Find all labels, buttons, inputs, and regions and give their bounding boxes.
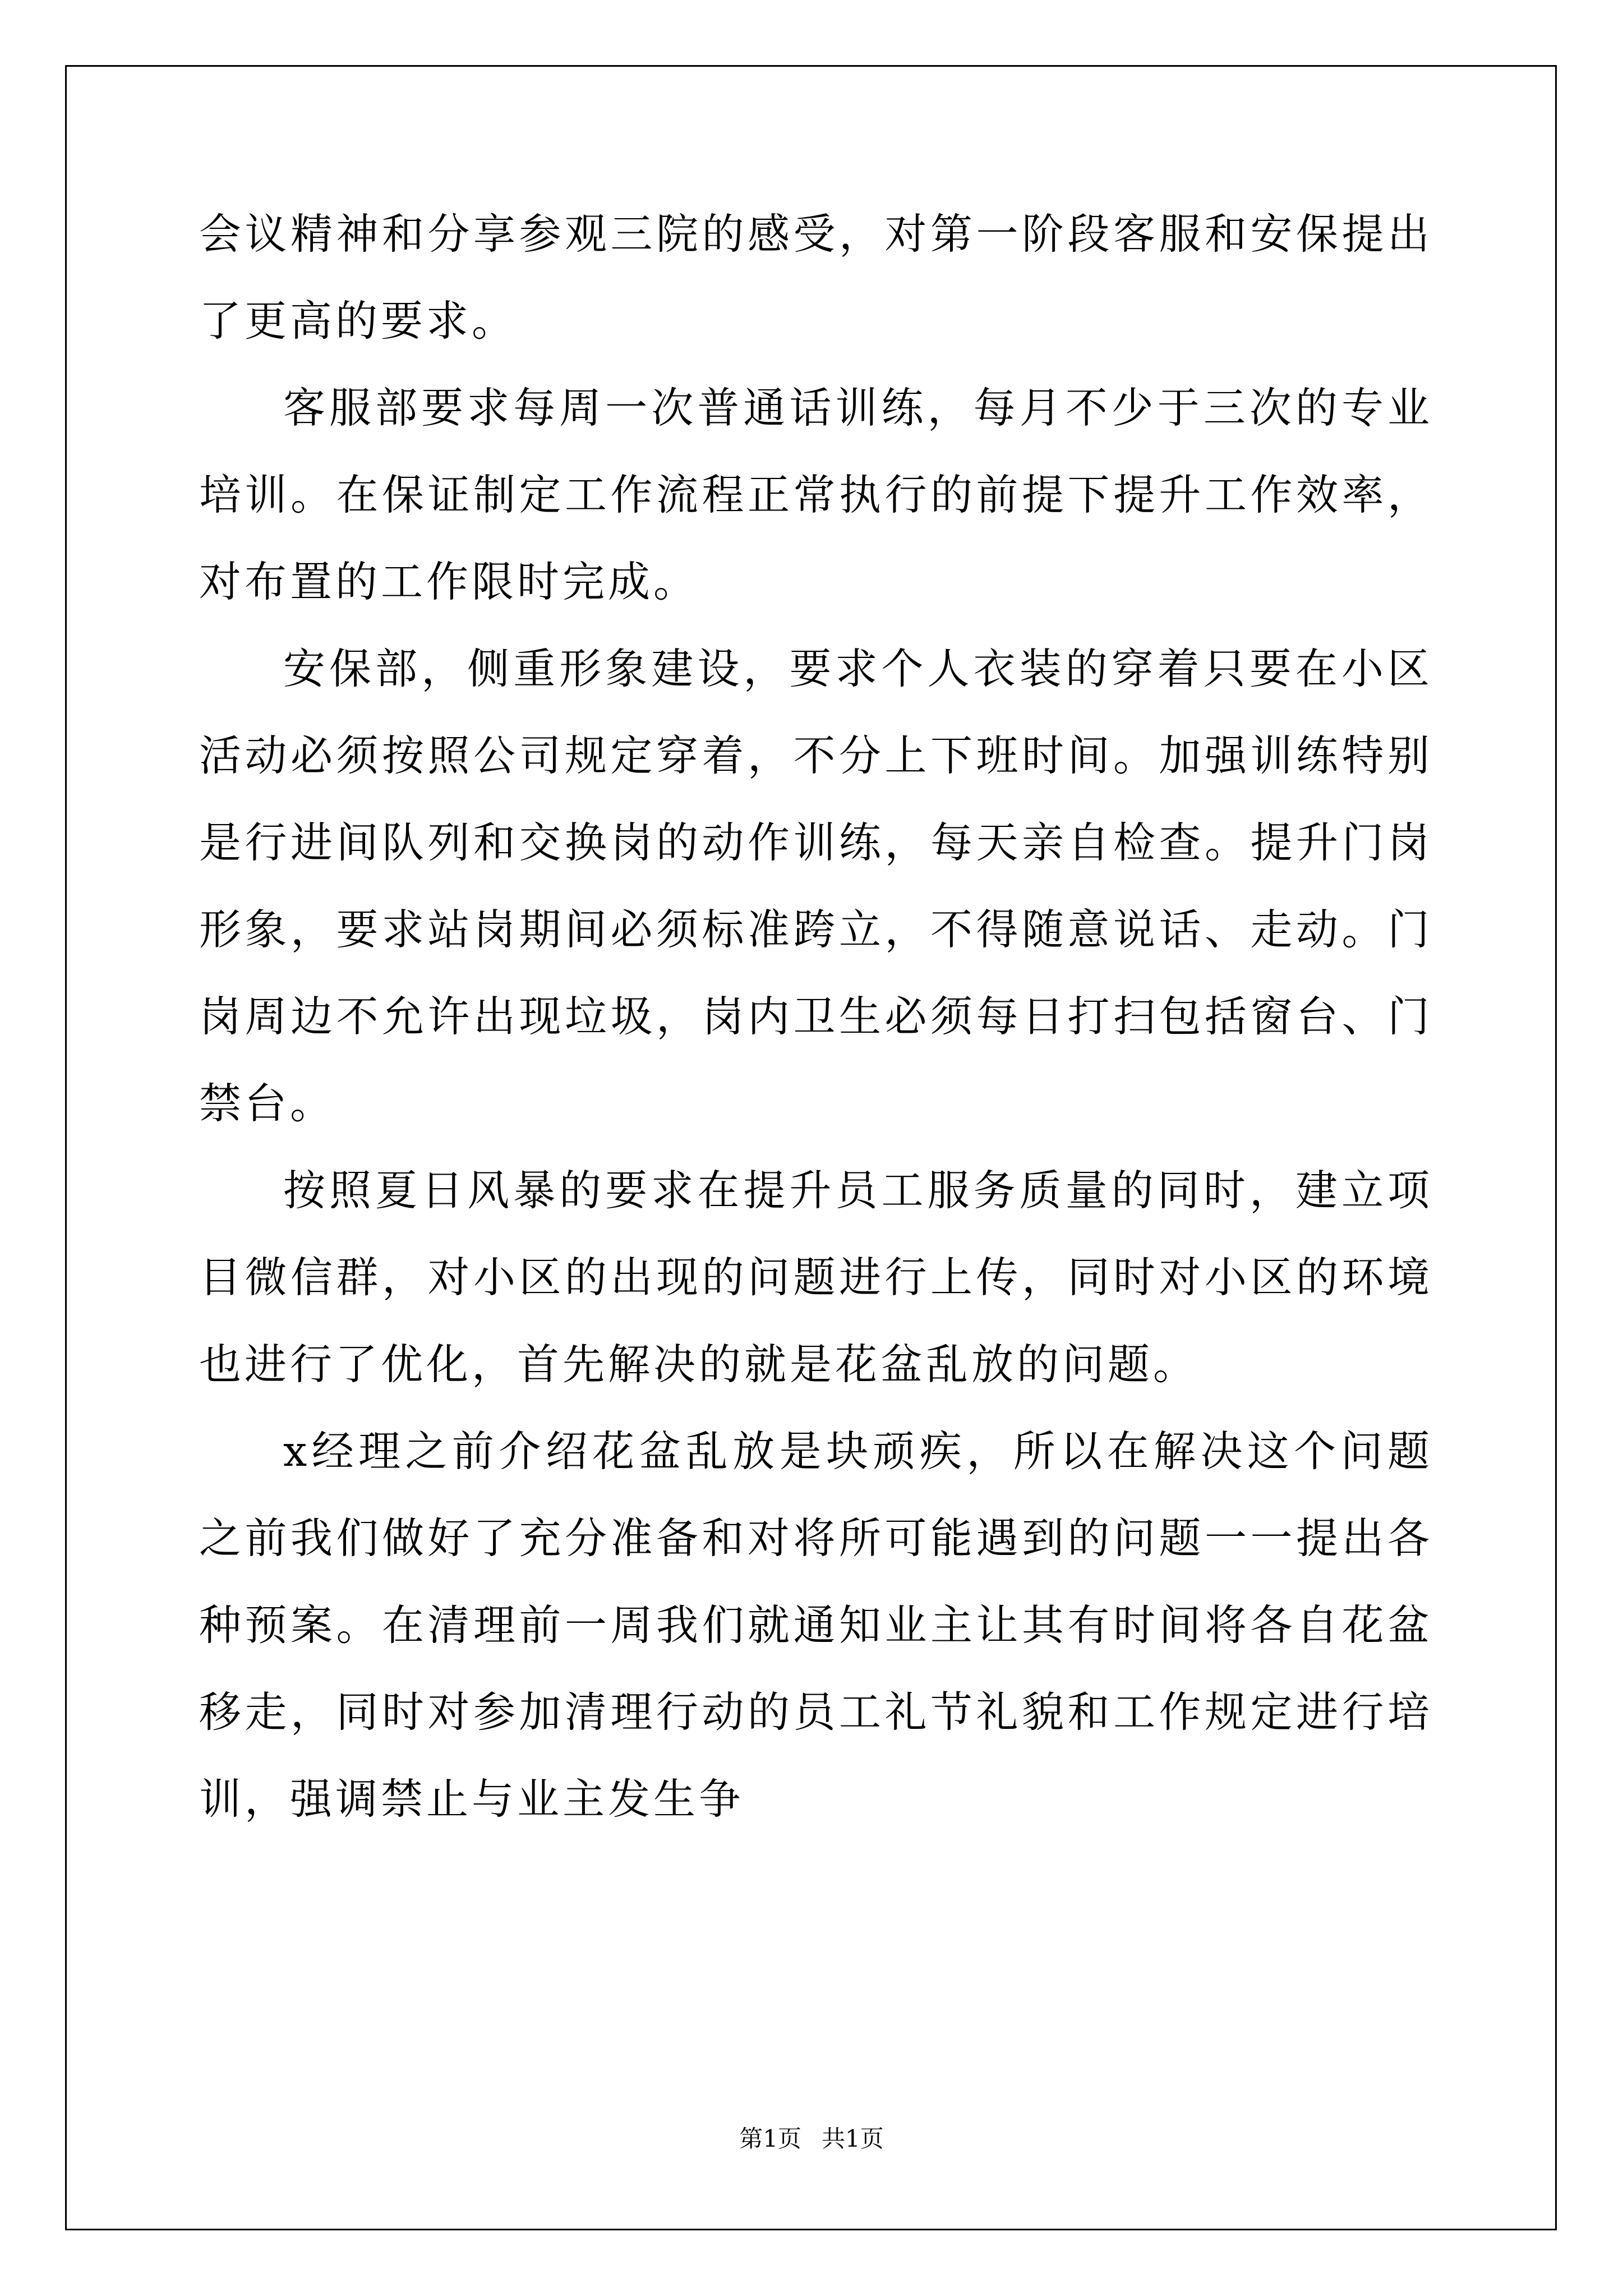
paragraph-2: 客服部要求每周一次普通话训练，每月不少于三次的专业培训。在保证制定工作流程正常执行的前提下提升工作效率，对布置的工作限时完成。 — [199, 383, 1433, 606]
document-body — [199, 191, 1433, 1843]
page-number: 第1页 — [739, 2125, 801, 2152]
paragraph-4: 按照夏日风暴的要求在提升员工服务质量的同时，建立项目微信群，对小区的出现的问题进行上传，同时对小区的环境也进行了优化，首先解决的就是花盆乱放的问题。 — [199, 1166, 1433, 1389]
page-total: 共1页 — [822, 2125, 884, 2152]
paragraph-3: 安保部，侧重形象建设，要求个人衣装的穿着只要在小区活动必须按照公司规定穿着，不分上下班时间。加强训练特别是行进间队列和交换岗的动作训练，每天亲自检查。提升门岗形象，要求站岗期间必须标准跨立，不得随意说话、走动。门岗周边不允许出现垃圾，岗内卫生必须每日打扫包括窗台、门禁台。 — [199, 644, 1433, 1128]
paragraph-5: x经理之前介绍花盆乱放是块顽疾，所以在解决这个问题之前我们做好了充分准备和对将所可能遇到的问题一一提出各种预案。在清理前一周我们就通知业主让其有时间将各自花盆移走，同时对参加清理行动的员工礼节礼貌和工作规定进行培训，强调禁止与业主发生争 — [199, 1427, 1433, 1824]
paragraph-1: 会议精神和分享参观三院的感受，对第一阶段客服和安保提出了更高的要求。 — [199, 209, 1433, 346]
page-footer — [0, 2120, 1623, 2154]
